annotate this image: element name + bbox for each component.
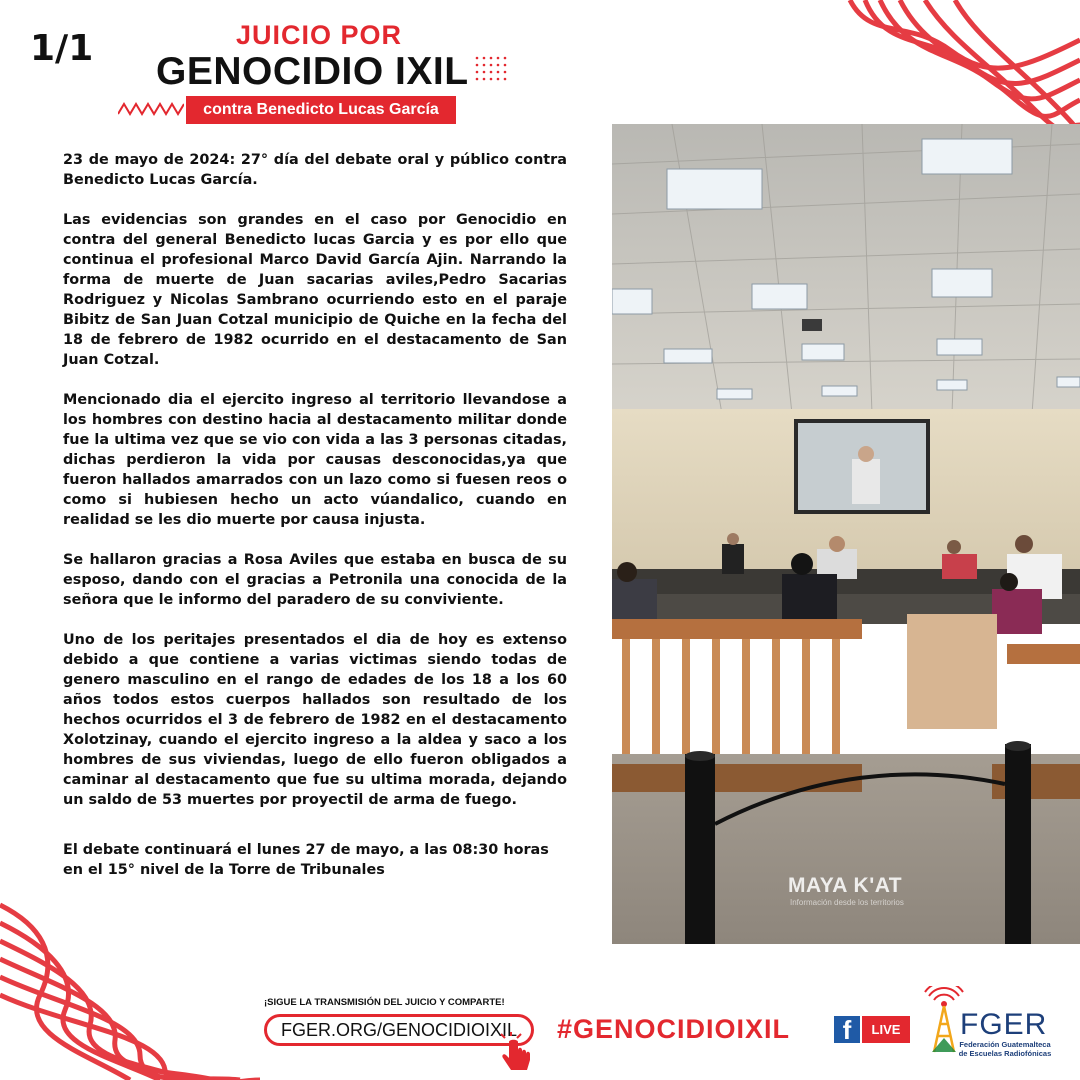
article-paragraph-closing: El debate continuará el lunes 27 de mayo, a las 08:30 horas en el 15° nivel de la Torre de Tribunales [63,842,549,878]
call-to-action-text: ¡SIGUE LA TRANSMISIÓN DEL JUICIO Y COMPARTE! [264,997,505,1008]
facebook-live-badge[interactable] [834,1016,910,1043]
subtitle-text: contra Benedicto Lucas García [203,101,439,118]
dots-decoration [474,55,514,85]
logo-name: FGER [960,1008,1048,1041]
logo-full-name: Federación Guatemalteca de Escuelas Radiofónicas [958,1040,1052,1058]
article-body [63,150,567,900]
facebook-icon [834,1016,860,1043]
photo-watermark: MAYA K'AT [788,874,903,897]
page-title: GENOCIDIO IXIL [156,50,469,93]
courtroom-photo [612,124,1080,944]
website-link[interactable] [264,1014,534,1046]
page-number: 1/1 [30,28,94,69]
website-link-label: FGER.ORG/GENOCIDIOIXIL [280,1019,518,1040]
wave-decoration-top-right [820,0,1080,140]
live-label: LIVE [862,1016,910,1043]
wave-decoration-bottom-left [0,895,260,1080]
cursor-hand-icon [497,1032,537,1076]
article-paragraph: Uno de los peritajes presentados el dia de hoy es extenso debido a que contiene a varias victimas siendo todas de genero masculino en el rango de edades de los 18 a los 60 años todos estos cuerpos hallados son resultado de los hechos ocurridos el 3 de febrero de 1982 en el destacamento Xolotzinay, cuando el ejercito ingreso a la aldea y saco a los hombres de sus viviendas, luego de ello fueron obligados a caminar al destacamento que fue su ultima morada, dejando un saldo de 53 muertes por proyectil de arma de fuego. [63,632,567,808]
title-top: JUICIO POR [236,20,403,50]
article-paragraph: 23 de mayo de 2024: 27° día del debate oral y público contra Benedicto Lucas García. [63,152,567,188]
facebook-letter: f [842,1015,852,1045]
zigzag-decoration [118,100,184,118]
photo-watermark-subtitle: Información desde los territorios [790,898,904,907]
article-paragraph: Se hallaron gracias a Rosa Aviles que estaba en busca de su esposo, dando con el gracias a Petronila una conocida de la señora que le informo del paradero de su conviviente. [63,552,567,608]
hashtag: #GENOCIDIOIXIL [557,1014,791,1044]
article-paragraph: Las evidencias son grandes en el caso por Genocidio en contra del general Benedicto lucas Garcia y es por ello que continua el profesional Marco David García Ajin. Narrando la forma de muerte de Juan sacarias aviles,Pedro Sacarias Rodriguez y Nicolas Sambrano ocurriendo esto en el paraje Bibitz de San Juan Cotzal municipio de Quiche en la fecha del 18 de febrero de 1982 ocurrido en el destacamento de San Juan Cotzal. [63,212,567,368]
subtitle-banner [186,96,456,124]
article-paragraph: Mencionado dia el ejercito ingreso al territorio llevandose a los hombres con destino hacia al destacamento militar donde fue la ultima vez que se vio con vida a las 3 personas citadas, dichas perdieron la vida por causas desconocidas,ya que fueron hallados amarrados con un lazo como si fuesen reos o como si hubiesen hecho un acto vúandalico, cuando en realidad se les dio muerte por causa injusta. [63,392,567,528]
